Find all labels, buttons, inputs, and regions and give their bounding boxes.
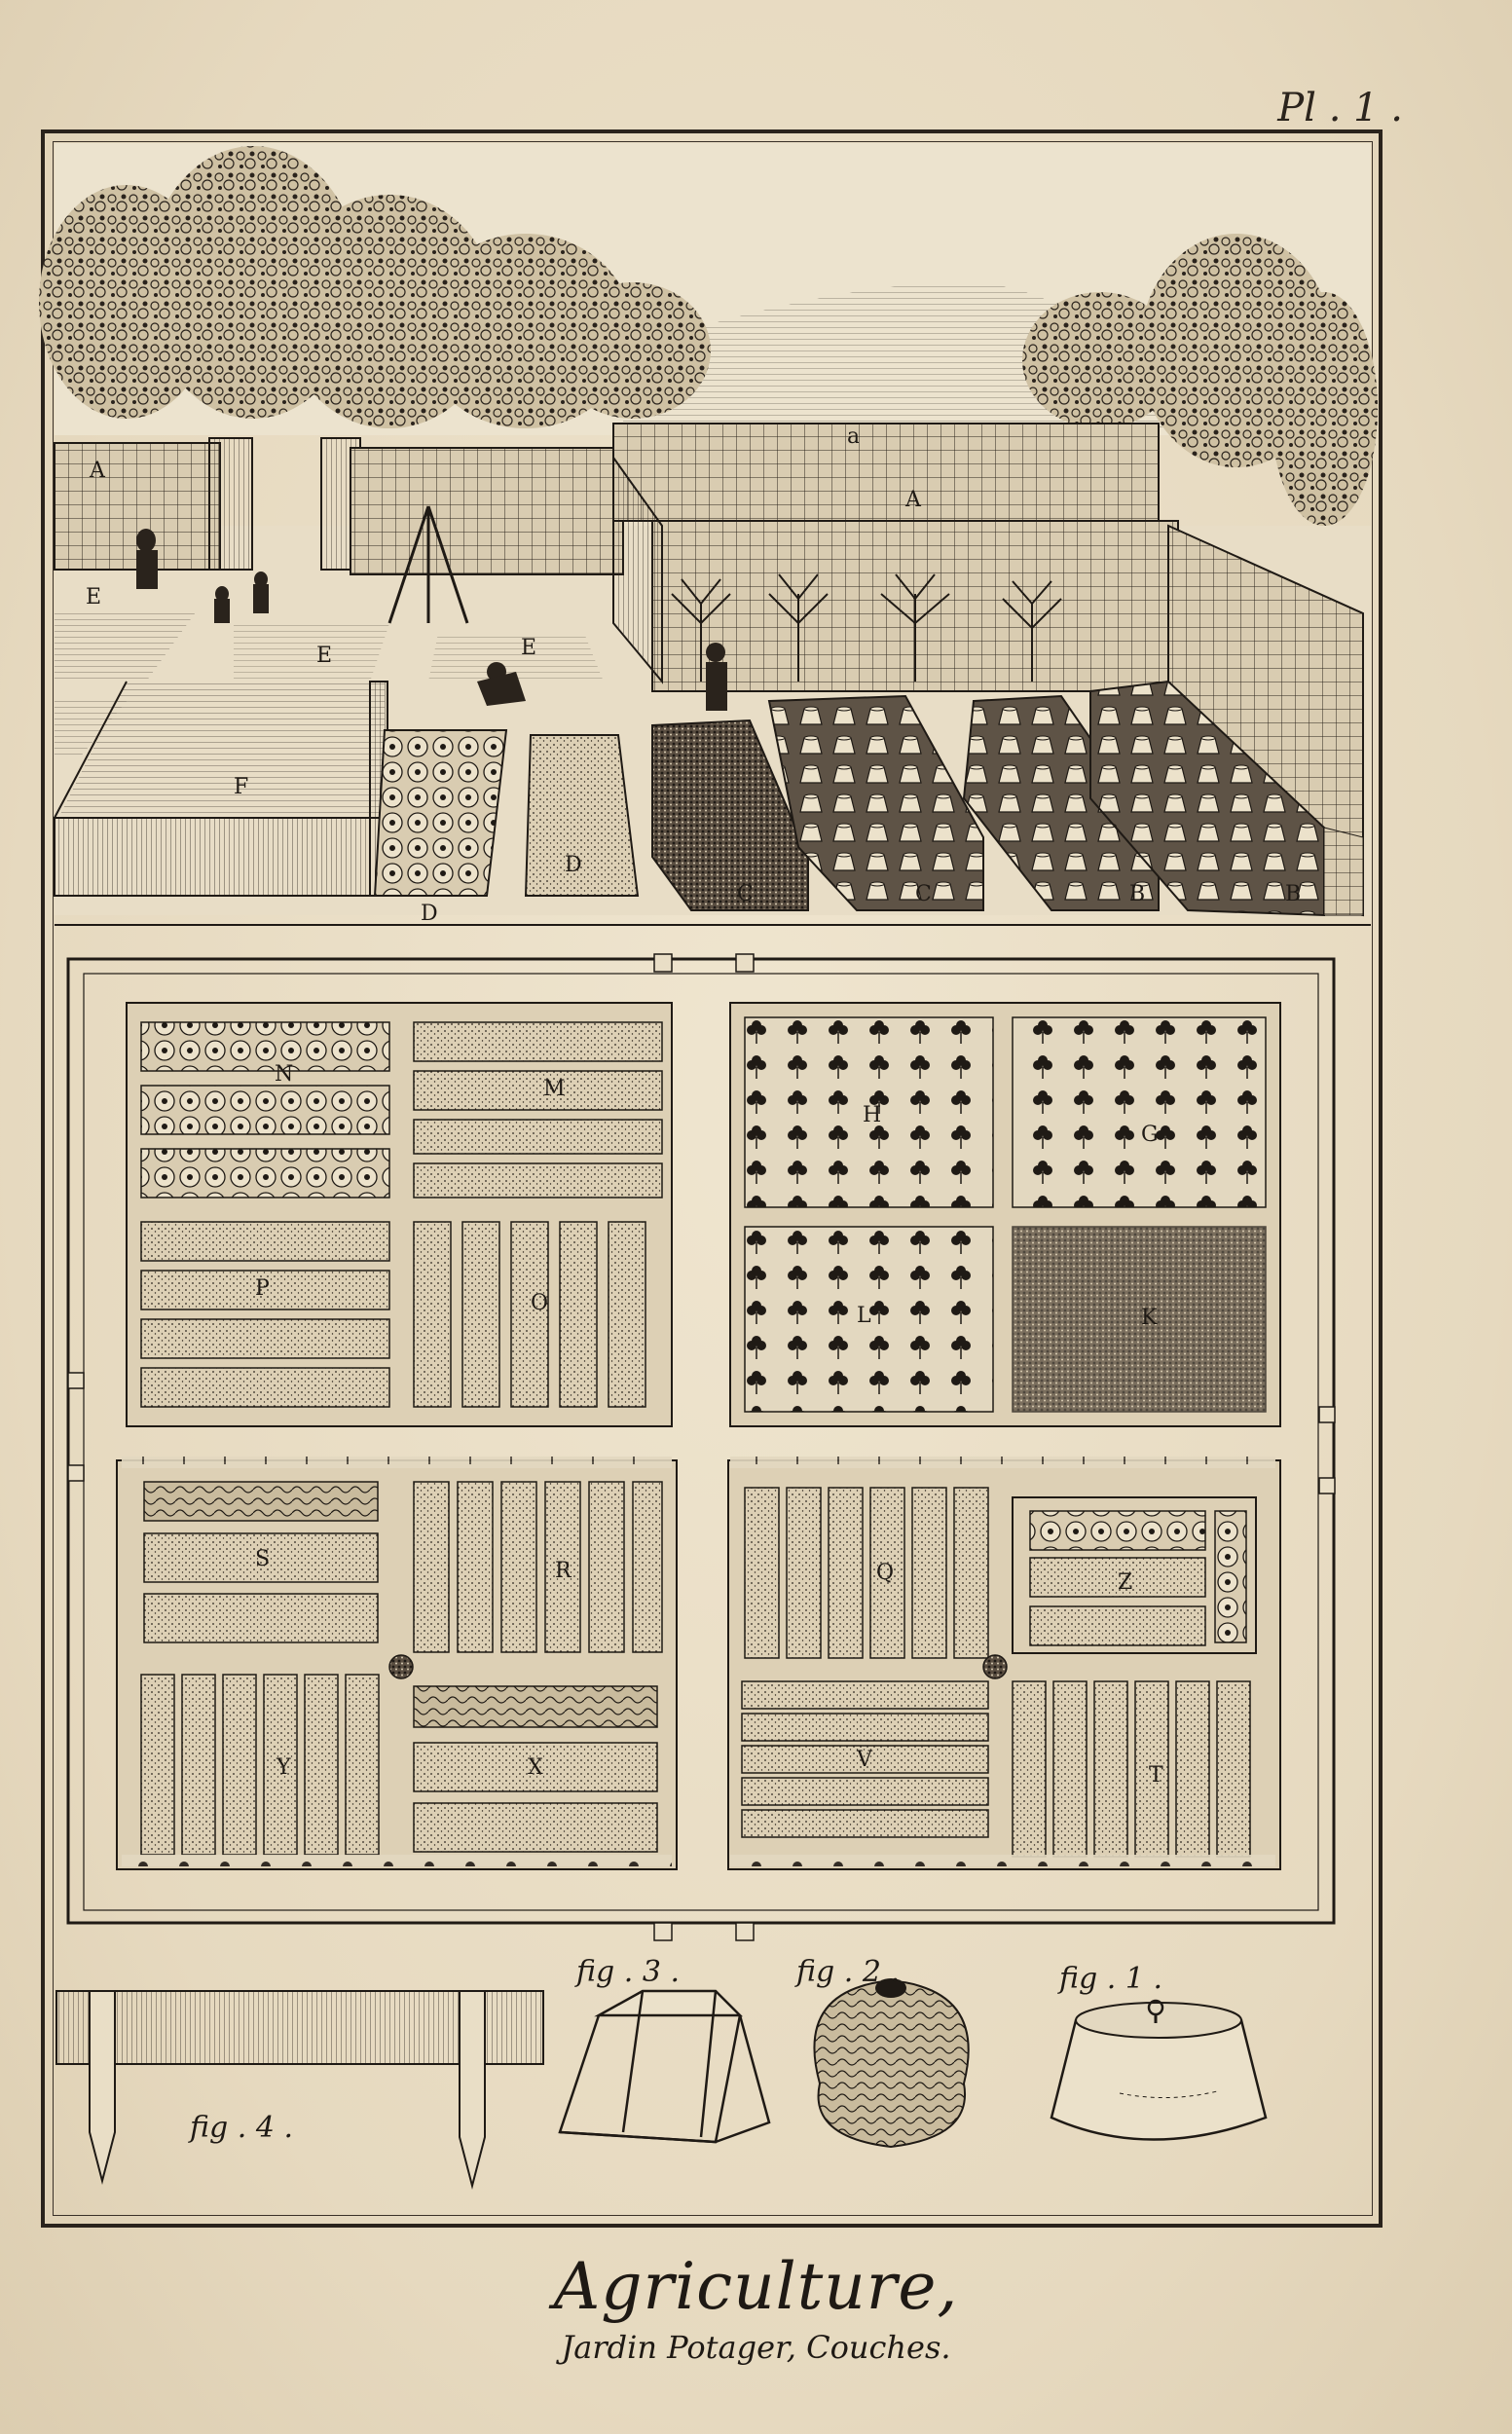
scene-label-A: A: [90, 459, 105, 483]
plan-label-H: H: [863, 1103, 882, 1127]
plan-label-R: R: [555, 1559, 572, 1583]
gate-pillar: [209, 438, 252, 570]
plan-label-L: L: [857, 1304, 871, 1328]
fig4-caption: fig . 4 .: [190, 2111, 293, 2145]
plan-label-Q: Q: [876, 1561, 895, 1585]
scene-label-D: D: [421, 902, 438, 926]
plan-label-K: K: [1141, 1306, 1158, 1330]
fig4-board-with-stakes: [56, 1991, 543, 2186]
plate-number: Pl . 1 .: [1277, 86, 1403, 130]
scene-label-C: C: [737, 882, 754, 906]
fig1-caption: fig . 1 .: [1059, 1962, 1162, 1996]
bed-G: [1013, 1017, 1266, 1207]
plan-label-Z: Z: [1118, 1570, 1133, 1595]
scene-label-E: E: [86, 585, 102, 609]
scene-label-E: E: [521, 636, 537, 660]
bed-O: [414, 1222, 645, 1407]
well: [983, 1655, 1007, 1678]
fig3-glass-frame: [560, 1991, 769, 2142]
scene-label-E: E: [316, 644, 333, 668]
bed-Z: [1013, 1497, 1256, 1653]
plan-label-M: M: [543, 1077, 566, 1101]
scene-label-a: a: [847, 424, 861, 449]
fig2-caption: fig . 2 .: [796, 1955, 900, 1989]
garden-plan: [68, 954, 1335, 1940]
plan-label-X: X: [528, 1755, 543, 1780]
plan-label-V: V: [857, 1748, 872, 1772]
scene-label-B: B: [1129, 882, 1146, 906]
plan-label-P: P: [255, 1276, 270, 1301]
wall-back: [613, 424, 1159, 521]
bed-N: [141, 1022, 389, 1198]
bed-M: [414, 1022, 662, 1198]
scene-label-C: C: [915, 882, 932, 906]
well: [389, 1655, 413, 1678]
scene-label-D: D: [565, 853, 582, 877]
scene-label-B: B: [1285, 882, 1302, 906]
scene-label-A: A: [905, 488, 921, 512]
plan-label-G: G: [1141, 1123, 1159, 1147]
wall-back-left: [350, 448, 623, 574]
fig3-caption: fig . 3 .: [576, 1955, 680, 1989]
garden-scene: [39, 143, 1378, 926]
plan-label-N: N: [275, 1062, 294, 1087]
fig1-glass-cloche: [1051, 2001, 1266, 2140]
plan-label-T: T: [1149, 1763, 1163, 1788]
bed-K: [1013, 1227, 1266, 1412]
plan-label-O: O: [531, 1291, 549, 1315]
bed-D-cloches: [375, 730, 506, 896]
plan-label-S: S: [255, 1547, 271, 1571]
fig2-straw-bell: [814, 1978, 968, 2147]
plate-subtitle: Jardin Potager, Couches.: [561, 2329, 951, 2366]
figures-row: [56, 1955, 1266, 2186]
scene-label-F: F: [234, 775, 249, 799]
plan-label-Y: Y: [277, 1755, 291, 1780]
plate-title: Agriculture,: [553, 2249, 959, 2324]
